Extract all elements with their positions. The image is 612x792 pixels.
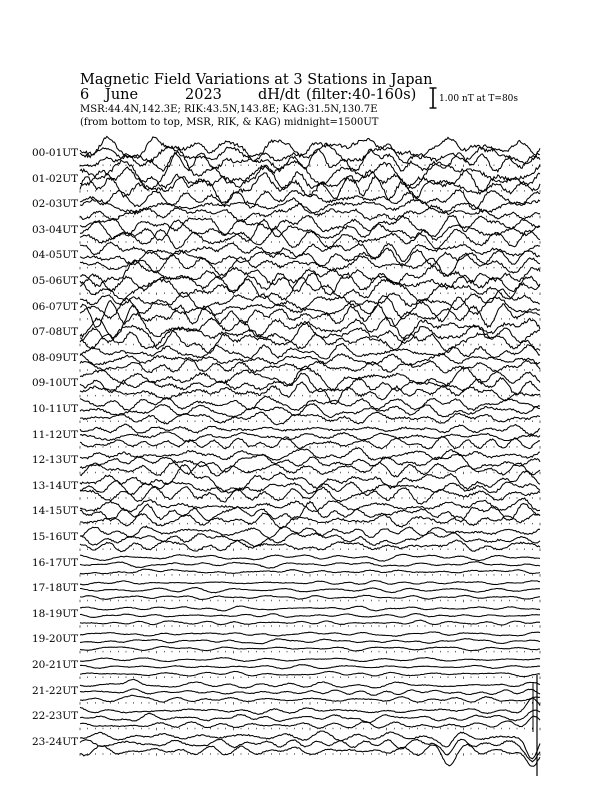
trace-kag-15-16UT <box>80 526 540 538</box>
hour-block <box>80 632 540 654</box>
minute-ticks <box>80 472 540 475</box>
trace-msr-21-22UT <box>80 695 540 702</box>
trace-kag-22-23UT <box>80 698 540 714</box>
chart-title: Magnetic Field Variations at 3 Stations in Japan <box>80 72 433 88</box>
trace-rik-15-16UT <box>80 533 540 547</box>
trace-msr-17-18UT <box>80 595 540 599</box>
trace-kag-03-04UT <box>80 215 540 236</box>
trace-msr-12-13UT <box>80 462 540 477</box>
hour-block <box>80 136 540 171</box>
date-month: June <box>105 87 139 103</box>
date-year: 2023 <box>185 87 222 103</box>
trace-kag-13-14UT <box>80 465 540 493</box>
trace-kag-10-11UT <box>80 396 540 410</box>
station-order-note: (from bottom to top, MSR, RIK, & KAG) midnight=1500UT <box>80 117 379 128</box>
minute-ticks <box>80 574 540 577</box>
hour-label: 00-01UT <box>32 147 79 159</box>
trace-kag-14-15UT <box>80 498 540 512</box>
trace-rik-21-22UT <box>80 689 540 695</box>
minute-ticks <box>80 190 540 193</box>
trace-kag-07-08UT <box>80 305 540 340</box>
hour-label: 10-11UT <box>32 403 79 415</box>
hour-label: 05-06UT <box>32 275 79 287</box>
hour-block <box>80 448 540 477</box>
filter-label: (filter:40-160s) <box>306 87 417 103</box>
minute-ticks <box>80 651 540 654</box>
minute-ticks <box>80 421 540 424</box>
trace-rik-20-21UT <box>80 665 540 669</box>
hour-label: 12-13UT <box>32 454 79 467</box>
scale-label: 1.00 nT at T=80s <box>439 94 519 104</box>
hour-label: 17-18UT <box>32 582 79 595</box>
trace-msr-04-05UT <box>80 253 540 276</box>
hour-block <box>80 554 540 576</box>
trace-msr-18-19UT <box>80 620 540 625</box>
trace-kag-17-18UT <box>80 581 540 585</box>
hour-label: 03-04UT <box>32 223 79 236</box>
minute-ticks <box>80 497 540 500</box>
hour-label: 15-16UT <box>32 531 79 543</box>
trace-rik-17-18UT <box>80 588 540 593</box>
trace-rik-16-17UT <box>80 562 540 569</box>
trace-kag-20-21UT <box>80 658 540 662</box>
hour-block <box>80 679 540 704</box>
trace-rik-19-20UT <box>80 639 540 644</box>
hour-block <box>80 731 540 766</box>
minute-ticks <box>80 241 540 244</box>
trace-kag-19-20UT <box>80 632 540 636</box>
trace-rik-13-14UT <box>80 481 540 496</box>
minute-ticks <box>80 344 540 347</box>
hour-label: 13-14UT <box>32 479 79 492</box>
trace-rik-12-13UT <box>80 453 540 472</box>
station-coordinates: MSR:44.4N,142.3E; RIK:43.5N,143.8E; KAG:31.5N,130.7E <box>80 104 378 115</box>
minute-ticks <box>80 267 540 270</box>
minute-ticks <box>80 677 540 680</box>
hour-label: 02-03UT <box>32 198 79 211</box>
hour-label: 07-08UT <box>32 326 79 339</box>
hour-block <box>80 526 540 552</box>
minute-ticks <box>80 728 540 731</box>
hour-block <box>80 606 540 628</box>
hour-label: 14-15UT <box>32 505 79 518</box>
minute-ticks <box>80 395 540 398</box>
hour-block <box>80 215 540 249</box>
hour-label: 06-07UT <box>32 300 79 313</box>
hour-label: 11-12UT <box>32 428 79 441</box>
trace-msr-14-15UT <box>80 513 540 529</box>
hour-block <box>80 498 540 529</box>
trace-kag-18-19UT <box>80 606 540 611</box>
minute-ticks <box>80 625 540 628</box>
trace-rik-18-19UT <box>80 614 540 618</box>
minute-ticks <box>80 753 540 756</box>
hour-block <box>80 658 540 680</box>
trace-msr-22-23UT <box>80 716 540 728</box>
date-day: 6 <box>80 87 90 103</box>
trace-msr-20-21UT <box>80 671 540 676</box>
trace-msr-19-20UT <box>80 646 540 651</box>
minute-ticks <box>80 600 540 603</box>
quantity-label: dH/dt <box>258 87 300 103</box>
hour-label: 18-19UT <box>32 607 79 620</box>
trace-msr-07-08UT <box>80 330 540 353</box>
minute-ticks <box>80 165 540 168</box>
hour-block <box>80 424 540 449</box>
trace-kag-21-22UT <box>80 679 540 688</box>
hour-label: 23-24UT <box>32 735 79 748</box>
minute-ticks <box>80 318 540 321</box>
hour-block <box>80 305 540 353</box>
trace-rik-11-12UT <box>80 432 540 442</box>
hour-label: 01-02UT <box>32 172 79 185</box>
hour-label: 20-21UT <box>32 659 79 671</box>
hour-label: 21-22UT <box>32 684 79 697</box>
trace-msr-16-17UT <box>80 569 540 574</box>
trace-kag-16-17UT <box>80 554 540 561</box>
hour-block <box>80 581 540 603</box>
hour-label: 04-05UT <box>32 249 79 262</box>
hour-label: 22-23UT <box>32 710 79 723</box>
hour-block <box>80 396 540 425</box>
trace-kag-11-12UT <box>80 424 540 434</box>
minute-ticks <box>80 446 540 449</box>
hour-label: 19-20UT <box>32 633 79 646</box>
trace-msr-03-04UT <box>80 229 540 249</box>
hour-label: 16-17UT <box>32 556 79 569</box>
hour-label: 09-10UT <box>32 377 79 390</box>
minute-ticks <box>80 702 540 705</box>
hour-label: 08-09UT <box>32 351 79 364</box>
trace-rik-06-07UT <box>80 296 540 322</box>
